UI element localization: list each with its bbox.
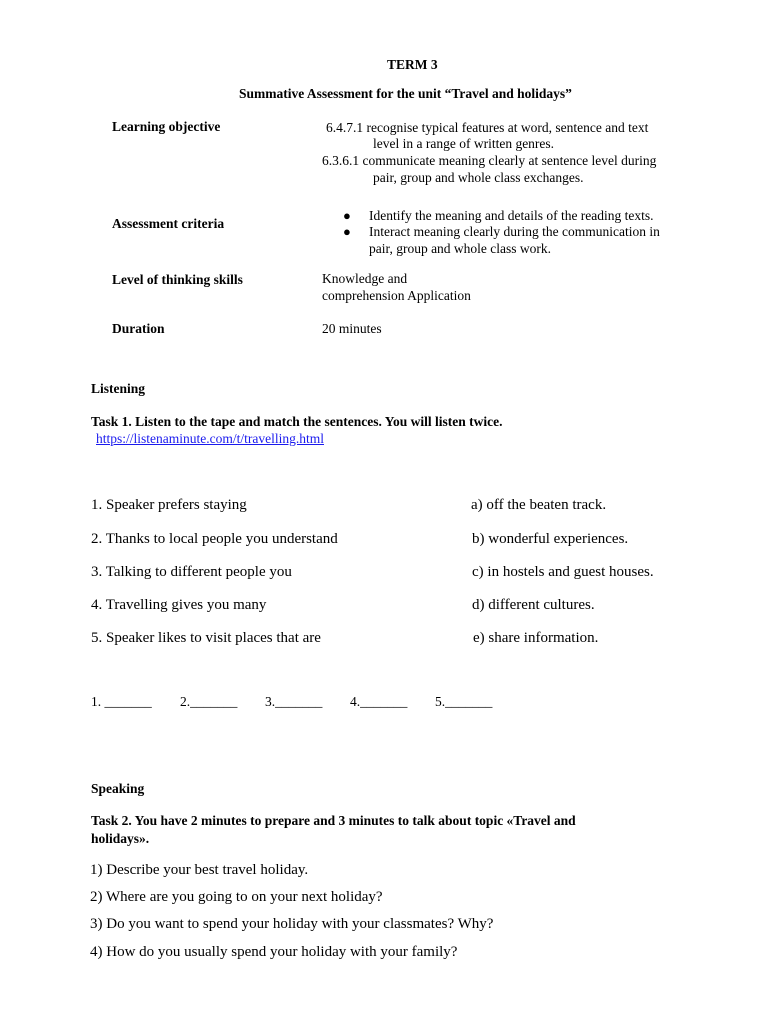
list-item: 4. Travelling gives you many [91,597,267,613]
thinking-skills-line1: Knowledge and [322,271,408,286]
list-item: 5. Speaker likes to visit places that are [91,630,321,646]
list-item: 4) How do you usually spend your holiday with your family? [90,944,458,960]
bullet-icon: ● [343,208,351,223]
answer-blank[interactable]: 3._______ [265,694,323,709]
objective-2-line1: 6.3.6.1 communicate meaning clearly at sentence level during [322,153,657,168]
duration-value: 20 minutes [322,321,382,336]
listening-heading: Listening [91,381,146,396]
list-item: 2. Thanks to local people you understand [91,531,338,547]
objective-2-line2: pair, group and whole class exchanges. [373,170,584,185]
answer-blank[interactable]: 5._______ [435,694,493,709]
thinking-skills-line2: comprehension Application [322,288,471,303]
list-item: 3) Do you want to spend your holiday with your classmates? Why? [90,916,494,932]
list-item: b) wonderful experiences. [472,531,629,547]
speaking-task-line2: holidays». [91,831,150,846]
page-subtitle: Summative Assessment for the unit “Travel and holidays” [239,86,572,101]
page-title: TERM 3 [387,57,438,72]
bullet-icon: ● [343,224,351,239]
answer-blank[interactable]: 2._______ [180,694,238,709]
criteria-2-line1: Interact meaning clearly during the communication in [369,224,660,239]
list-item: e) share information. [473,630,599,646]
audio-link[interactable]: https://listenaminute.com/t/travelling.html [96,431,324,446]
list-item: 2) Where are you going to on your next holiday? [90,889,383,905]
speaking-heading: Speaking [91,781,145,796]
list-item: 3. Talking to different people you [91,564,292,580]
listening-task: Task 1. Listen to the tape and match the sentences. You will listen twice. [91,414,503,429]
objective-1-line1: 6.4.7.1 recognise typical features at word, sentence and text [326,120,649,135]
list-item: 1. Speaker prefers staying [91,497,247,513]
speaking-task-line1: Task 2. You have 2 minutes to prepare and 3 minutes to talk about topic «Travel and [91,813,576,828]
criteria-2-line2: pair, group and whole class work. [369,241,552,256]
answer-blank[interactable]: 4._______ [350,694,408,709]
assessment-criteria-label: Assessment criteria [112,216,225,231]
duration-label: Duration [112,321,165,336]
objective-1-line2: level in a range of written genres. [373,136,555,151]
list-item: a) off the beaten track. [471,497,607,513]
list-item: d) different cultures. [472,597,595,613]
learning-objective-label: Learning objective [112,119,221,134]
list-item: c) in hostels and guest houses. [472,564,654,580]
thinking-skills-label: Level of thinking skills [112,272,243,287]
answer-blank[interactable]: 1. _______ [91,694,152,709]
criteria-1: Identify the meaning and details of the reading texts. [369,208,654,223]
list-item: 1) Describe your best travel holiday. [90,862,309,878]
